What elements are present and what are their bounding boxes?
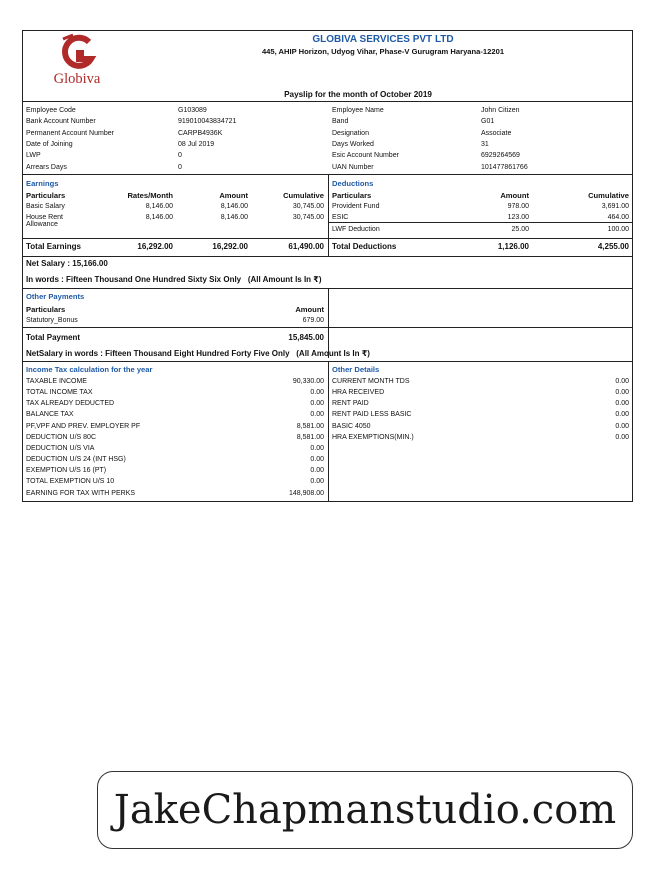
deductions-row-particular: LWF Deduction [332,226,380,233]
deductions-row-cumulative: 3,691.00 [601,203,629,210]
tax-row-label: TOTAL INCOME TAX [26,389,93,397]
other-payment-amount: 679.00 [302,317,324,324]
deductions-header-particulars: Particulars [332,191,372,200]
tax-row-value: 90,330.00 [292,378,324,385]
other-payment-particular: Statutory_Bonus [26,317,78,324]
employee-field-value: 08 Jul 2019 [178,140,215,148]
netsalary-words: NetSalary in words : Fifteen Thousand Eight Hundred Forty Five Only (All Amount Is In ₹) [26,349,370,358]
amount-currency-note: (All Amount Is In ₹) [296,349,370,358]
earnings-header-particulars: Particulars [26,191,66,200]
tax-row-label: DEDUCTION U/S VIA [26,444,95,452]
tax-row-value: 8,581.00 [296,433,324,441]
tax-row-label: TOTAL EXEMPTION U/S 10 [26,478,115,486]
detail-row-value: 0.00 [615,400,629,408]
total-earnings-amount: 16,292.00 [212,242,248,251]
employee-field-label: Days Worked [332,140,374,148]
total-earnings-rate: 16,292.00 [137,242,173,251]
employee-field-label: UAN Number [332,163,374,171]
deductions-row-amount: 978.00 [507,203,529,210]
earnings-row-particular: House Rent [26,214,63,221]
employee-field-value: 0 [178,152,182,160]
globiva-g-icon [37,33,117,73]
total-earnings-cumulative: 61,490.00 [288,242,324,251]
deductions-header-amount: Amount [500,191,529,200]
tax-row-label: EARNING FOR TAX WITH PERKS [26,489,136,497]
employee-field-label: LWP [26,152,41,160]
employee-field-label: Employee Name [332,107,384,114]
tax-row-value: 0.00 [310,389,324,397]
company-logo [37,33,117,89]
payslip-sheet [22,30,633,502]
tax-row-label: BALANCE TAX [26,411,74,419]
other-details-title: Other Details [332,365,380,374]
employee-field-value: CARPB4936K [178,129,223,137]
tax-row-label: EXEMPTION U/S 16 (PT) [26,467,107,475]
employee-field-label: Date of Joining [26,140,73,148]
earnings-row-particular: Basic Salary [26,203,65,210]
total-earnings-label: Total Earnings [26,242,81,251]
employee-field-label: Band [332,118,349,126]
other-payments-title: Other Payments [26,292,85,301]
detail-row-label: HRA EXEMPTIONS(MIN.) [332,433,414,441]
employee-field-label: Employee Code [26,107,76,114]
other-payments-header-particulars: Particulars [26,305,66,314]
employee-field-value: G01 [481,118,495,126]
earnings-row-amount: 8,146.00 [220,203,248,210]
detail-row-value: 0.00 [615,422,629,430]
earnings-row-cumulative: 30,745.00 [292,203,324,210]
employee-field-value: Associate [481,129,512,137]
detail-row-label: RENT PAID [332,400,369,408]
deductions-title: Deductions [332,179,374,188]
employee-field-value: 31 [481,140,489,148]
logo-wordmark: Globiva [53,71,101,87]
earnings-header-rate: Rates/Month [127,191,173,200]
earnings-row-cumulative: 30,745.00 [292,214,324,221]
deductions-row-cumulative: 464.00 [607,214,629,221]
employee-field-value: 6929264569 [481,152,520,160]
tax-row-label: PF,VPF AND PREV. EMPLOYER PF [26,422,141,430]
company-name: GLOBIVA SERVICES PVT LTD [312,34,454,45]
employee-field-label: Bank Account Number [26,118,96,126]
tax-row-label: DEDUCTION U/S 24 (INT HSG) [26,456,126,464]
total-payment-label: Total Payment [26,333,81,342]
detail-row-label: BASIC 4050 [332,422,371,430]
deductions-row-particular: Provident Fund [332,203,380,210]
earnings-row-amount: 8,146.00 [220,214,248,221]
employee-field-value: G103089 [178,107,207,114]
payslip-title: Payslip for the month of October 2019 [284,90,432,99]
earnings-title: Earnings [26,179,59,188]
employee-field-label: Permanent Account Number [26,129,114,137]
detail-row-value: 0.00 [615,378,629,385]
detail-row-label: CURRENT MONTH TDS [332,378,410,385]
total-payment-amount: 15,845.00 [288,333,324,342]
tax-row-value: 0.00 [310,444,324,452]
employee-field-value: John Citizen [481,107,520,114]
employee-field-value: 919010043834721 [178,118,237,126]
tax-row-value: 0.00 [310,400,324,408]
earnings-row-particular-cont: Allowance [26,221,58,228]
earnings-header-cumulative: Cumulative [283,191,324,200]
other-payments-header-amount: Amount [295,305,324,314]
employee-field-label: Arrears Days [26,163,67,171]
earnings-row-rate: 8,146.00 [145,203,173,210]
detail-row-label: HRA RECEIVED [332,389,385,397]
deductions-header-cumulative: Cumulative [588,191,629,200]
deductions-row-amount: 25.00 [511,226,529,233]
tax-row-value: 148,908.00 [288,489,324,497]
tax-row-value: 8,581.00 [296,422,324,430]
tax-row-value: 0.00 [310,456,324,464]
company-address: 445, AHIP Horizon, Udyog Vihar, Phase-V Gurugram Haryana-12201 [261,47,505,56]
tax-row-value: 0.00 [310,478,324,486]
total-deductions-amount: 1,126.00 [497,242,529,251]
tax-row-label: TAXABLE INCOME [26,378,87,385]
earnings-header-amount: Amount [219,191,248,200]
deductions-row-cumulative: 100.00 [607,226,629,233]
net-salary-words: In words : Fifteen Thousand One Hundred Sixty Six Only (All Amount Is In ₹) [26,275,322,284]
detail-row-value: 0.00 [615,411,629,419]
total-deductions-cumulative: 4,255.00 [597,242,629,251]
net-salary: Net Salary : 15,166.00 [26,259,108,268]
tax-row-value: 0.00 [310,411,324,419]
detail-row-value: 0.00 [615,389,629,397]
deductions-row-amount: 123.00 [507,214,529,221]
deductions-row-particular: ESIC [332,214,349,221]
detail-row-value: 0.00 [615,433,629,441]
amount-currency-note: (All Amount Is In ₹) [247,275,322,284]
tax-row-label: DEDUCTION U/S 80C [26,433,97,441]
detail-row-label: RENT PAID LESS BASIC [332,411,412,419]
earnings-row-rate: 8,146.00 [145,214,173,221]
employee-field-label: Esic Account Number [332,152,399,160]
employee-field-label: Designation [332,129,369,137]
income-tax-title: Income Tax calculation for the year [26,365,153,374]
tax-row-label: TAX ALREADY DEDUCTED [26,400,115,408]
employee-field-value: 0 [178,163,182,171]
watermark-banner: JakeChapmanstudio.com [97,771,633,849]
total-deductions-label: Total Deductions [332,242,397,251]
tax-row-value: 0.00 [310,467,324,475]
employee-field-value: 101477861766 [481,163,528,171]
